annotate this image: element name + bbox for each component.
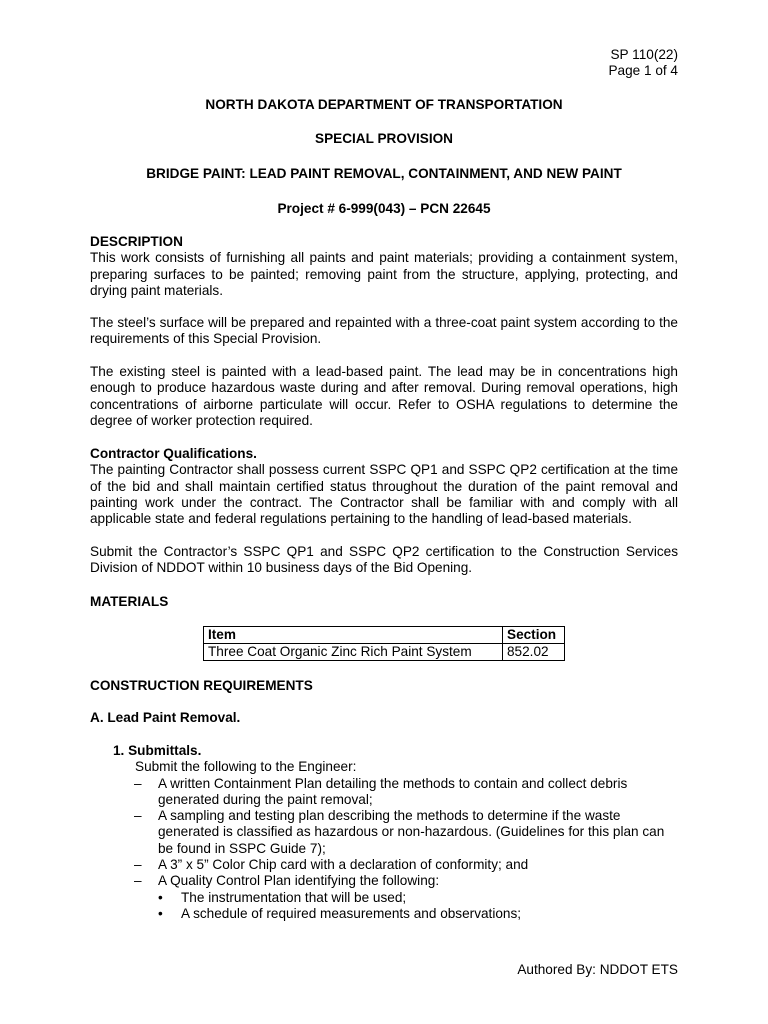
qualifications-paragraph-2-block — [90, 544, 678, 577]
description-paragraph-3: The existing steel is painted with a lead-based paint. The lead may be in concentrations high enough to produce hazardous waste during and after removal. During removal operations, high concentrations of airborne particulate will occur. Refer to OSHA regulations to determine the degree of worker protection required. — [90, 364, 678, 428]
list-item — [113, 857, 673, 873]
description-section — [90, 234, 678, 299]
table-row — [204, 644, 565, 661]
qualifications-paragraph-2: Submit the Contractor’s SSPC QP1 and SSPC QP2 certification to the Construction Services Division of NDDOT within 10 business days of the Bid Opening. — [90, 544, 678, 576]
bullet-marker: • — [158, 889, 163, 905]
provision-title: SPECIAL PROVISION — [315, 131, 453, 146]
subject-title: BRIDGE PAINT: LEAD PAINT REMOVAL, CONTAINMENT, AND NEW PAINT — [146, 166, 622, 181]
footer-authored-by: Authored By: NDDOT ETS — [517, 962, 678, 977]
page-indicator: Page 1 of 4 — [608, 63, 678, 78]
project-title: Project # 6-999(043) – PCN 22645 — [277, 201, 491, 216]
description-paragraph-2: The steel’s surface will be prepared and repainted with a three-coat paint system according to the requirements of this Special Provision. — [90, 315, 678, 347]
dash-marker: – — [134, 857, 142, 873]
submittals-intro: Submit the following to the Engineer: — [135, 759, 357, 775]
department-title: NORTH DAKOTA DEPARTMENT OF TRANSPORTATION — [205, 97, 563, 112]
list-item-text: A schedule of required measurements and observations; — [181, 905, 522, 921]
dash-marker: – — [134, 808, 142, 824]
description-paragraph-1: This work consists of furnishing all paints and paint materials; providing a containment system, preparing surfaces to be painted; removing paint from the structure, applying, protecting, and drying paint materials. — [90, 250, 678, 298]
bullet-marker: • — [158, 905, 163, 921]
materials-heading: MATERIALS — [90, 594, 169, 609]
list-item — [113, 873, 673, 889]
submittals-heading: 1. Submittals. — [113, 743, 202, 758]
qualifications-paragraph-1: The painting Contractor shall possess current SSPC QP1 and SSPC QP2 certification at the time of the bid and shall maintain certified status throughout the duration of the paint removal and painting work under the contract. The Contractor shall be familiar with and comply with all applicable state and federal regulations pertaining to the handling of lead-based materials. — [90, 462, 678, 527]
list-item-text: The instrumentation that will be used; — [181, 889, 407, 905]
dash-marker: – — [134, 873, 142, 889]
table-cell-item: Three Coat Organic Zinc Rich Paint System — [204, 644, 503, 661]
list-item — [113, 906, 673, 922]
materials-table — [203, 626, 565, 661]
list-item-text: A written Containment Plan detailing the methods to contain and collect debris generated during the paint removal; — [158, 775, 628, 807]
table-header-row — [204, 627, 565, 644]
description-paragraph-2-block — [90, 315, 678, 348]
column-header-section: Section — [503, 627, 565, 644]
qualifications-heading: Contractor Qualifications. — [90, 446, 257, 461]
section-a-heading: A. Lead Paint Removal. — [90, 710, 241, 725]
list-item-text: A Quality Control Plan identifying the following: — [158, 873, 440, 889]
submittals-section — [113, 743, 673, 922]
column-header-item: Item — [204, 627, 503, 644]
construction-heading: CONSTRUCTION REQUIREMENTS — [90, 678, 313, 693]
list-item — [113, 808, 673, 857]
description-paragraph-3-block — [90, 364, 678, 429]
list-item-text: A sampling and testing plan describing the methods to determine if the waste generated is classified as hazardous or non-hazardous. (Guidelines for this plan can be found in SSPC Guide 7); — [158, 808, 665, 856]
list-item-text: A 3” x 5” Color Chip card with a declaration of conformity; and — [158, 857, 529, 873]
spec-number: SP 110(22) — [610, 47, 678, 62]
page-header — [608, 47, 678, 79]
description-heading: DESCRIPTION — [90, 234, 183, 249]
dash-marker: – — [134, 775, 142, 791]
list-item — [113, 776, 673, 809]
table-cell-section: 852.02 — [503, 644, 565, 661]
list-item — [113, 890, 673, 906]
qualifications-section — [90, 446, 678, 527]
